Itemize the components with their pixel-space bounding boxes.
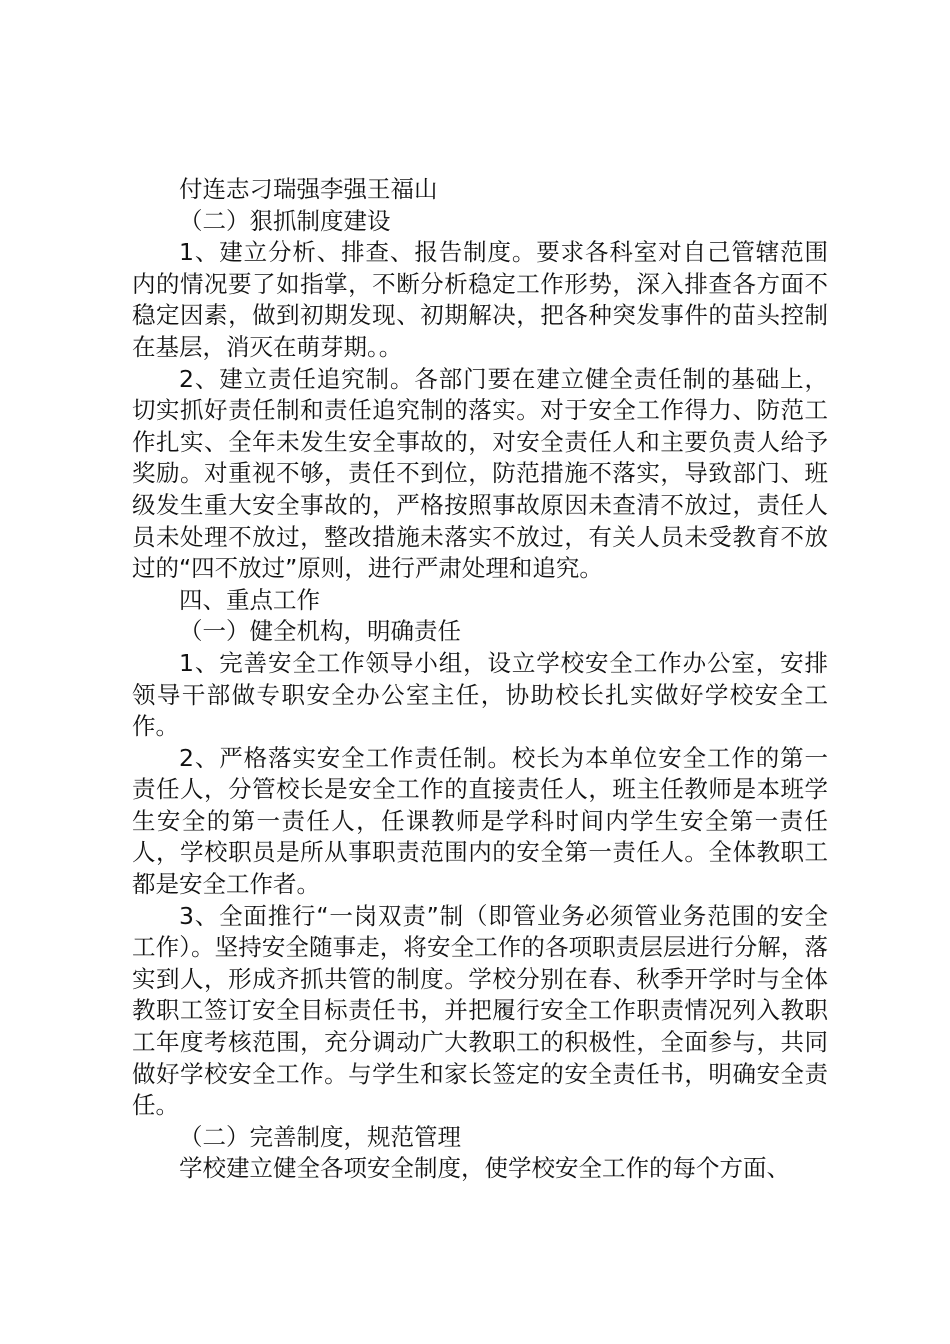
- section-heading-system-building: （二）狠抓制度建设: [179, 206, 391, 235]
- paragraph-one-post-two-duties: 3、全面推行“一岗双责”制（即管业务必须管业务范围的安全工作）。坚持安全随事走，将安全工作的各项职责层层进行分解，落实到人，形成齐抓共管的制度。学校分别在春、秋季开学时与全体教职工签订安全目标责任书，并把履行安全工作职责情况列入教职工年度考核范围，充分调动广大教职工的积极性，全面参与，共同做好学校安全工作。与学生和家长签定的安全责任书，明确安全责任。: [132, 901, 828, 1120]
- paragraph-safety-regulations: 学校建立健全各项安全制度，使学校安全工作的每个方面、: [179, 1154, 790, 1183]
- subsection-heading-regulations: （二）完善制度，规范管理: [179, 1122, 461, 1151]
- names-line: 付连志刁瑞强李强王福山: [179, 175, 438, 203]
- paragraph-leadership-group: 1、完善安全工作领导小组，设立学校安全工作办公室，安排领导干部做专职安全办公室主任，协助校长扎实做好学校安全工作。: [132, 648, 828, 741]
- paragraph-analysis-system: 1、建立分析、排查、报告制度。要求各科室对自己管辖范围内的情况要了如指掌，不断分析稳定工作形势，深入排查各方面不稳定因素，做到初期发现、初期解决，把各种突发事件的苗头控制在基层，消灭在萌芽期。。: [132, 238, 828, 361]
- paragraph-accountability-system: 2、建立责任追究制。各部门要在建立健全责任制的基础上，切实抓好责任制和责任追究制的落实。对于安全工作得力、防范工作扎实、全年未发生安全事故的，对安全责任人和主要负责人给予奖励。对重视不够，责任不到位，防范措施不落实，导致部门、班级发生重大安全事故的，严格按照事故原因未查清不放过，责任人员未处理不放过，整改措施未落实不放过，有关人员未受教育不放过的“四不放过”原则，进行严肃处理和追究。: [132, 364, 828, 583]
- subsection-heading-organization: （一）健全机构，明确责任: [179, 617, 461, 646]
- paragraph-responsibility-system: 2、严格落实安全工作责任制。校长为本单位安全工作的第一责任人，分管校长是安全工作的直接责任人，班主任教师是本班学生安全的第一责任人，任课教师是学科时间内学生安全第一责任人，学校职员是所从事职责范围内的安全第一责任人。全体教职工都是安全工作者。: [132, 743, 828, 899]
- document-body: [132, 174, 828, 1185]
- section-heading-key-work: 四、重点工作: [179, 585, 320, 614]
